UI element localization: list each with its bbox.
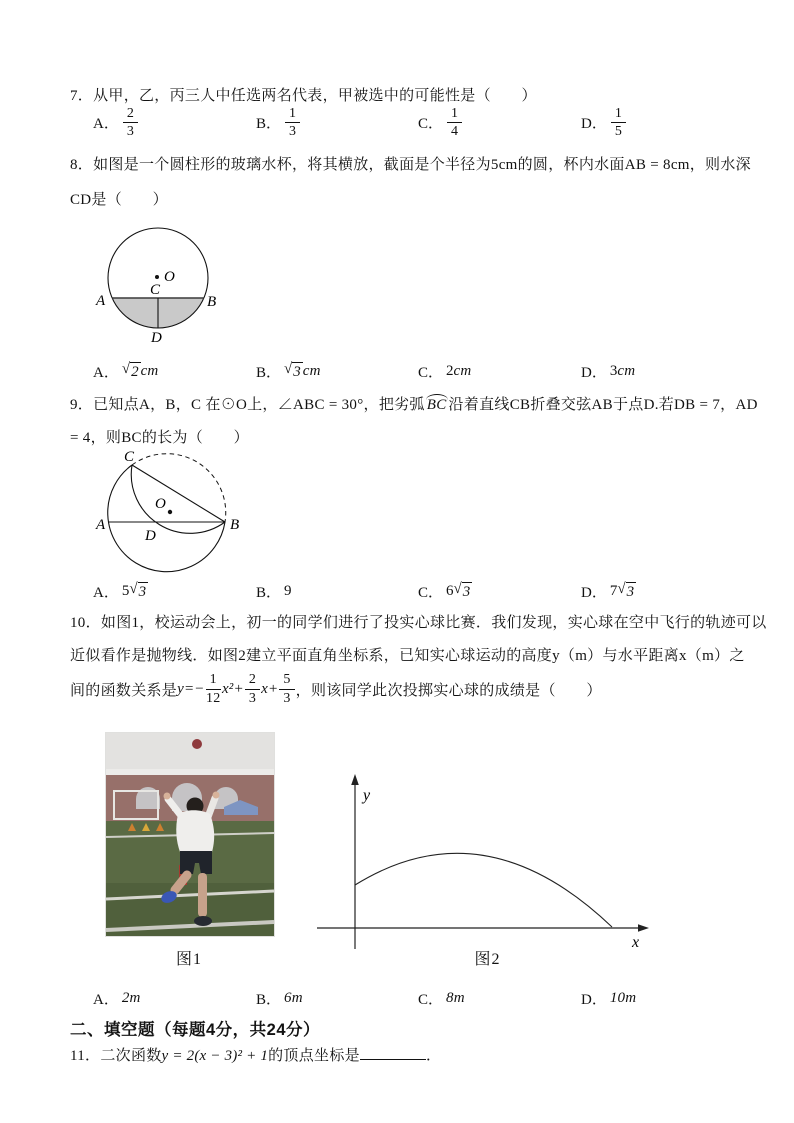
q8-option-a: A． √ 2 cm	[93, 360, 159, 381]
option-value: 10m	[609, 990, 637, 1006]
fraction: $\frac{1}{3}$	[285, 106, 300, 140]
question-8-text-line2: CD是（ ）	[70, 192, 168, 208]
q7-option-b	[256, 106, 301, 140]
fraction: $\frac{1}{5}$	[611, 106, 626, 140]
label-O: O	[164, 269, 175, 285]
option-label: D．	[581, 116, 607, 133]
q8-option-b: B． √ 3 cm	[256, 360, 321, 381]
sqrt-expression: √ 3	[284, 360, 301, 380]
student-hand	[213, 792, 220, 799]
option-label: B．	[256, 116, 282, 133]
q9-option-b	[256, 581, 292, 602]
option-value: 2m	[121, 990, 141, 1006]
center-dot	[168, 510, 172, 514]
arc-BC: BC	[426, 397, 447, 413]
sqrt-expression: √ 3	[453, 580, 471, 600]
question-10-text-line1: 10．如图1，校运动会上，初一的同学们进行了投实心球比赛．我们发现，实心球在空中飞行的轨迹可以	[70, 615, 767, 631]
building-parapet	[106, 769, 274, 775]
graph-figure2	[315, 770, 660, 955]
student-shirt	[176, 810, 214, 852]
y-axis-label: y	[363, 787, 371, 804]
option-value: 6m	[284, 990, 303, 1006]
fraction: $\frac{5}{3}$	[279, 672, 294, 706]
option-value: 5	[121, 583, 130, 599]
option-label: A．	[93, 585, 119, 601]
q10-option-c	[418, 988, 465, 1009]
fraction: $\frac{2}{3}$	[245, 672, 260, 706]
label-O: O	[155, 496, 166, 512]
question-10-text-line3: 间的函数关系是 y=− $\frac{1}{12}$ x²+ $\frac{2}{3}$ x+ $\frac{5}{3}$ ，则该同学此次投掷实心球的成绩是（ ）	[70, 672, 602, 706]
q9-option-a	[93, 581, 148, 602]
q10-option-d	[581, 988, 636, 1009]
option-label: B．	[256, 992, 282, 1008]
question-10-text-line2: 近似看作是抛物线．如图2建立平面直角坐标系，已知实心球运动的高度y（m）与水平距离x（m）之	[70, 648, 745, 664]
q10-option-a	[93, 988, 141, 1009]
sqrt-expression: √ 3	[617, 580, 635, 600]
label-A: A	[96, 293, 106, 309]
option-label: C．	[418, 116, 444, 133]
photo-figure1	[105, 732, 275, 937]
q7-option-d	[581, 106, 627, 140]
q9-option-c	[418, 581, 472, 602]
figure1-caption: 图1	[175, 951, 202, 968]
option-label: C．	[418, 992, 444, 1008]
label-C: C	[150, 282, 161, 298]
option-label: D．	[581, 365, 607, 381]
shot-put-ball	[192, 739, 202, 749]
option-value: 8m	[446, 990, 465, 1006]
question-9-text-line2: = 4，则BC的长为（ ）	[70, 430, 249, 446]
student-leg-standing	[198, 873, 207, 917]
option-label: D．	[581, 585, 607, 601]
center-dot	[155, 275, 159, 279]
q7-option-a	[93, 106, 139, 140]
fraction: $\frac{1}{12}$	[205, 672, 221, 706]
q8-circle-figure	[88, 215, 238, 350]
q9-option-d	[581, 581, 636, 602]
label-B: B	[207, 294, 217, 310]
folded-arc	[131, 465, 225, 533]
student-shoe-dark	[194, 916, 212, 926]
option-label: A．	[93, 365, 119, 381]
answer-blank	[360, 1044, 426, 1060]
option-label: C．	[418, 365, 444, 381]
question-9-text-line1: 9．已知点A，B，C 在⊙O上，∠ABC = 30°，把劣弧 BC 沿着直线CB折叠交弦AB于点D.若DB = 7，AD	[70, 397, 758, 413]
q8-option-d: D． 3 cm	[581, 363, 636, 381]
q11-formula: y = 2(x − 3)² + 1	[161, 1048, 269, 1064]
sqrt-expression: √ 3	[129, 580, 147, 600]
question-11-text: 11．二次函数y = 2(x − 3)² + 1的顶点坐标是 ．	[70, 1044, 441, 1065]
option-value: 9	[284, 583, 292, 599]
sqrt-expression: √ 2	[121, 360, 139, 380]
question-8-text-line1: 8．如图是一个圆柱形的玻璃水杯，将其横放，截面是个半径为5cm的圆，杯内水面AB = 8cm，则水深	[70, 157, 751, 173]
option-value: 2	[446, 363, 454, 379]
circle-solid-arc	[108, 465, 225, 572]
parabola-curve	[355, 853, 612, 927]
label-B: B	[230, 517, 240, 533]
option-label: B．	[256, 365, 282, 381]
label-D: D	[151, 330, 162, 346]
fraction: $\frac{1}{4}$	[447, 106, 462, 140]
section-2-header: 二、填空题（每题4分，共24分）	[70, 1021, 321, 1039]
option-value: 3	[609, 363, 618, 379]
figure2-caption: 图2	[474, 951, 501, 968]
label-C: C	[124, 449, 135, 465]
fraction: $\frac{2}{3}$	[123, 106, 138, 140]
label-A: A	[96, 517, 106, 533]
option-label: C．	[418, 585, 444, 601]
option-value: 6	[446, 583, 454, 599]
option-label: A．	[93, 992, 119, 1008]
x-axis-arrow	[638, 924, 649, 932]
q7-option-c	[418, 106, 463, 140]
x-axis-label: x	[632, 934, 640, 951]
option-value: 7	[609, 583, 618, 599]
option-label: D．	[581, 992, 607, 1008]
circle-dashed-arc	[132, 454, 226, 522]
q8-option-c: C． 2 cm	[418, 363, 472, 381]
label-D: D	[145, 528, 156, 544]
option-label: A．	[93, 116, 119, 133]
y-axis-arrow	[351, 774, 359, 785]
question-7-text: 7．从甲，乙，丙三人中任选两名代表，甲被选中的可能性是（ ）	[70, 88, 537, 104]
option-label: B．	[256, 585, 282, 601]
student-hand	[164, 793, 171, 800]
q10-option-b	[256, 988, 303, 1009]
q9-circle-figure	[95, 448, 245, 576]
